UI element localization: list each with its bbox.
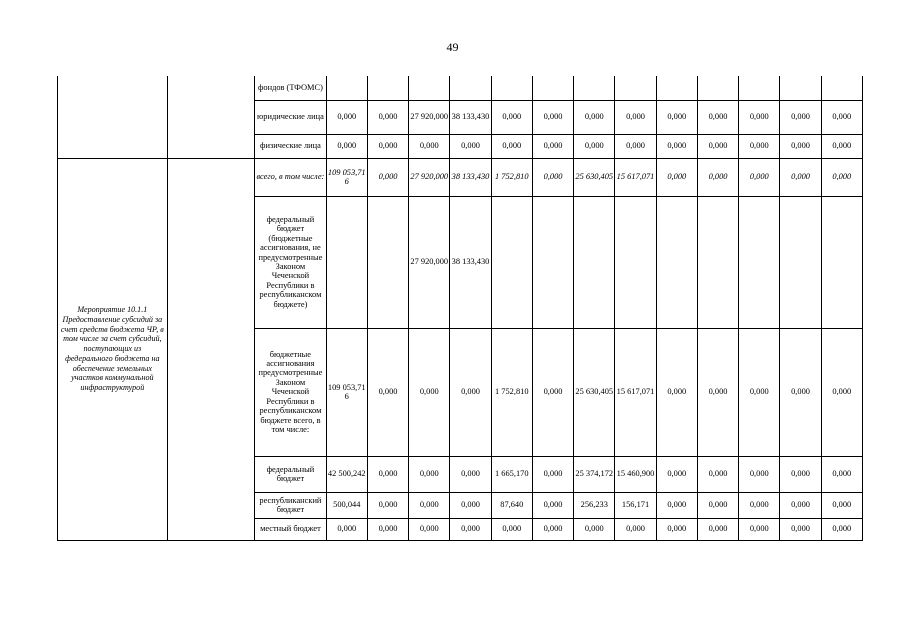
value-cell: 0,000 — [780, 492, 821, 518]
value-cell: 156,171 — [615, 492, 656, 518]
value-cell — [780, 196, 821, 328]
value-cell: 0,000 — [367, 134, 408, 158]
value-cell: 0,000 — [780, 328, 821, 456]
value-cell: 0,000 — [656, 492, 697, 518]
funding-source-label: всего, в том числе: — [255, 158, 326, 196]
value-cell — [780, 76, 821, 100]
value-cell — [367, 76, 408, 100]
value-cell: 0,000 — [656, 134, 697, 158]
value-cell: 15 460,900 — [615, 456, 656, 492]
value-cell — [697, 196, 738, 328]
value-cell: 109 053,716 — [326, 158, 367, 196]
value-cell — [367, 196, 408, 328]
value-cell: 0,000 — [409, 134, 450, 158]
value-cell: 0,000 — [697, 328, 738, 456]
value-cell: 0,000 — [574, 518, 615, 540]
value-cell: 0,000 — [409, 456, 450, 492]
value-cell: 1 752,810 — [491, 158, 532, 196]
value-cell: 0,000 — [821, 328, 862, 456]
value-cell: 0,000 — [532, 328, 573, 456]
value-cell: 15 617,071 — [615, 328, 656, 456]
value-cell: 0,000 — [367, 492, 408, 518]
value-cell: 0,000 — [532, 492, 573, 518]
value-cell — [739, 196, 780, 328]
value-cell: 500,044 — [326, 492, 367, 518]
value-cell: 0,000 — [739, 100, 780, 134]
value-cell: 0,000 — [656, 158, 697, 196]
table-row — [58, 158, 863, 196]
value-cell: 0,000 — [780, 456, 821, 492]
value-cell: 0,000 — [780, 134, 821, 158]
value-cell: 0,000 — [532, 134, 573, 158]
value-cell — [615, 196, 656, 328]
event-description-cell: Мероприятие 10.1.1 Предоставление субсидий за счет средств бюджета ЧР, в том числе за счет субсидий, поступающих из федерального бюджета на обеспечение земельных участков коммунальной инфраструктурой — [58, 158, 168, 540]
value-cell: 0,000 — [739, 492, 780, 518]
value-cell: 0,000 — [450, 134, 491, 158]
value-cell: 0,000 — [615, 100, 656, 134]
value-cell: 0,000 — [821, 492, 862, 518]
value-cell — [615, 76, 656, 100]
value-cell — [450, 76, 491, 100]
value-cell: 109 053,716 — [326, 328, 367, 456]
value-cell: 0,000 — [574, 134, 615, 158]
value-cell: 0,000 — [697, 456, 738, 492]
value-cell: 25 630,405 — [574, 328, 615, 456]
value-cell: 0,000 — [450, 518, 491, 540]
value-cell: 0,000 — [739, 158, 780, 196]
funding-source-label: местный бюджет — [255, 518, 326, 540]
value-cell — [821, 196, 862, 328]
value-cell: 0,000 — [532, 100, 573, 134]
funding-source-label: бюджетные ассигнования предусмотренные Законом Чеченской Республики в республиканском бюджете всего, в том числе: — [255, 328, 326, 456]
value-cell — [656, 76, 697, 100]
executor-cell — [167, 76, 255, 158]
value-cell — [409, 76, 450, 100]
value-cell: 0,000 — [821, 456, 862, 492]
value-cell: 0,000 — [367, 328, 408, 456]
executor-cell — [167, 158, 255, 540]
value-cell — [574, 76, 615, 100]
funding-source-label: фондов (ТФОМС) — [255, 76, 326, 100]
event-cell — [58, 76, 168, 158]
value-cell: 0,000 — [367, 456, 408, 492]
page-number: 49 — [446, 40, 459, 54]
budget-table — [57, 76, 863, 541]
value-cell: 0,000 — [656, 518, 697, 540]
value-cell: 0,000 — [409, 328, 450, 456]
value-cell: 0,000 — [326, 100, 367, 134]
funding-source-label: юридические лица — [255, 100, 326, 134]
value-cell: 0,000 — [821, 134, 862, 158]
value-cell: 0,000 — [409, 492, 450, 518]
value-cell: 0,000 — [821, 158, 862, 196]
value-cell — [491, 76, 532, 100]
value-cell: 0,000 — [739, 518, 780, 540]
value-cell — [656, 196, 697, 328]
value-cell: 0,000 — [491, 134, 532, 158]
value-cell: 0,000 — [326, 518, 367, 540]
value-cell: 0,000 — [780, 100, 821, 134]
value-cell: 0,000 — [532, 456, 573, 492]
value-cell: 0,000 — [697, 158, 738, 196]
funding-source-label: федеральный бюджет — [255, 456, 326, 492]
funding-source-label: физические лица — [255, 134, 326, 158]
value-cell: 0,000 — [739, 134, 780, 158]
table-row — [58, 76, 863, 100]
value-cell: 0,000 — [532, 158, 573, 196]
value-cell: 0,000 — [656, 328, 697, 456]
value-cell: 256,233 — [574, 492, 615, 518]
value-cell: 0,000 — [697, 100, 738, 134]
value-cell: 15 617,071 — [615, 158, 656, 196]
value-cell: 0,000 — [656, 100, 697, 134]
value-cell: 25 374,172 — [574, 456, 615, 492]
funding-source-label: федеральный бюджет (бюджетные ассигнования, не предусмотренные Законом Чеченской Республики в республиканском бюджете) — [255, 196, 326, 328]
value-cell: 0,000 — [739, 328, 780, 456]
value-cell — [326, 76, 367, 100]
value-cell: 0,000 — [821, 518, 862, 540]
value-cell: 0,000 — [367, 158, 408, 196]
value-cell: 0,000 — [780, 158, 821, 196]
value-cell — [697, 76, 738, 100]
value-cell: 0,000 — [574, 100, 615, 134]
value-cell: 1 752,810 — [491, 328, 532, 456]
value-cell: 0,000 — [450, 456, 491, 492]
value-cell: 1 665,170 — [491, 456, 532, 492]
value-cell: 0,000 — [367, 518, 408, 540]
funding-source-label: республиканский бюджет — [255, 492, 326, 518]
value-cell: 0,000 — [697, 518, 738, 540]
value-cell: 0,000 — [450, 492, 491, 518]
value-cell: 0,000 — [615, 134, 656, 158]
value-cell: 0,000 — [697, 492, 738, 518]
value-cell: 87,640 — [491, 492, 532, 518]
table-body — [58, 76, 863, 540]
value-cell: 0,000 — [532, 518, 573, 540]
value-cell: 38 133,430 — [450, 158, 491, 196]
value-cell: 38 133,430 — [450, 196, 491, 328]
value-cell — [574, 196, 615, 328]
value-cell — [326, 196, 367, 328]
value-cell: 0,000 — [739, 456, 780, 492]
value-cell: 27 920,000 — [409, 196, 450, 328]
value-cell — [491, 196, 532, 328]
value-cell: 38 133,430 — [450, 100, 491, 134]
value-cell: 0,000 — [615, 518, 656, 540]
value-cell — [532, 196, 573, 328]
value-cell: 42 500,242 — [326, 456, 367, 492]
value-cell: 0,000 — [367, 100, 408, 134]
value-cell: 0,000 — [780, 518, 821, 540]
value-cell: 27 920,000 — [409, 100, 450, 134]
value-cell: 0,000 — [326, 134, 367, 158]
value-cell: 27 920,000 — [409, 158, 450, 196]
value-cell: 0,000 — [491, 518, 532, 540]
value-cell: 0,000 — [450, 328, 491, 456]
value-cell — [821, 76, 862, 100]
value-cell — [739, 76, 780, 100]
value-cell: 0,000 — [409, 518, 450, 540]
value-cell: 25 630,405 — [574, 158, 615, 196]
value-cell — [532, 76, 573, 100]
value-cell: 0,000 — [656, 456, 697, 492]
value-cell: 0,000 — [491, 100, 532, 134]
value-cell: 0,000 — [821, 100, 862, 134]
value-cell: 0,000 — [697, 134, 738, 158]
